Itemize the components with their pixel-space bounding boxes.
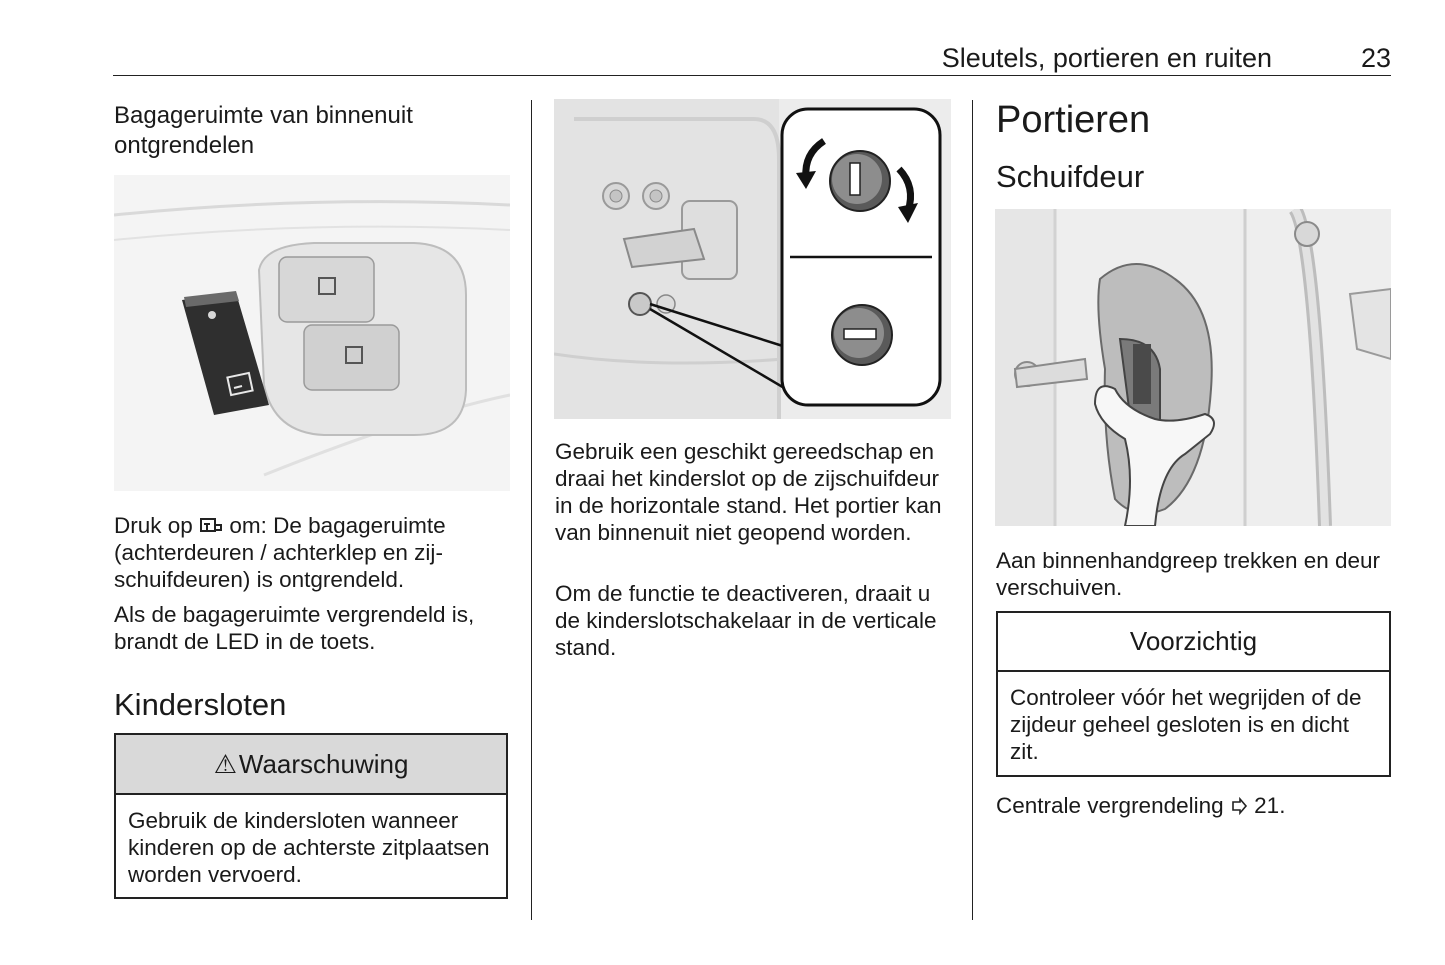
child-lock-activate-paragraph: Gebruik een geschikt gereedschap en draai het kinderslot op de zijschuifdeur in de horizontale stand. Het portier kan van binnenuit niet geopend worden. <box>555 439 942 545</box>
column-divider-2 <box>972 100 973 920</box>
luggage-led-paragraph: Als de bagageruimte vergrendeld is, brandt de LED in de toets. <box>114 602 475 654</box>
running-header-title: Sleutels, portieren en ruiten <box>941 43 1272 73</box>
heading-kindersloten: Kindersloten <box>114 687 287 722</box>
warning-triangle-icon: ⚠ <box>213 748 237 779</box>
cross-reference[interactable]: Centrale vergrendeling 21. <box>996 793 1286 818</box>
header-divider <box>113 75 1391 76</box>
column-divider-1 <box>531 100 532 920</box>
warning-box <box>114 733 508 899</box>
caution-box-header: Voorzichtig <box>998 613 1389 672</box>
section-subheading-luggage: Bagageruimte van binnenuit ontgrendelen <box>114 102 413 159</box>
sliding-door-paragraph: Aan binnenhandgreep trekken en deur verschuiven. <box>996 548 1381 600</box>
subheading-schuifdeur: Schuifdeur <box>996 159 1145 194</box>
warning-box-body: Gebruik de kindersloten wanneer kinderen op de achterste zitplaatsen worden vervoerd. <box>128 808 490 887</box>
led-indicator <box>208 311 216 319</box>
heading-portieren: Portieren <box>996 99 1151 141</box>
child-lock-deactivate-paragraph: Om de functie te deactiveren, draait u de kinderslotschakelaar in de verticale stand. <box>555 581 937 660</box>
page-reference-arrow-icon <box>1230 797 1248 815</box>
page-number: 23 <box>1360 43 1391 73</box>
luggage-unlock-paragraph: Druk op om: De bagageruimte (achterdeuren / achterklep en zijschuifdeuren) is ontgrendeld. <box>114 513 446 592</box>
figure-sliding-door-handle <box>995 209 1391 526</box>
caution-box <box>996 611 1391 777</box>
figure-luggage-unlock-switch <box>114 175 510 491</box>
warning-box-header: ⚠ Waarschuwing <box>116 735 506 795</box>
luggage-compartment-icon <box>199 516 223 536</box>
figure-child-lock <box>554 99 951 419</box>
caution-box-body: Controleer vóór het wegrijden of de zijdeur geheel gesloten is en dicht zit. <box>1010 685 1362 764</box>
